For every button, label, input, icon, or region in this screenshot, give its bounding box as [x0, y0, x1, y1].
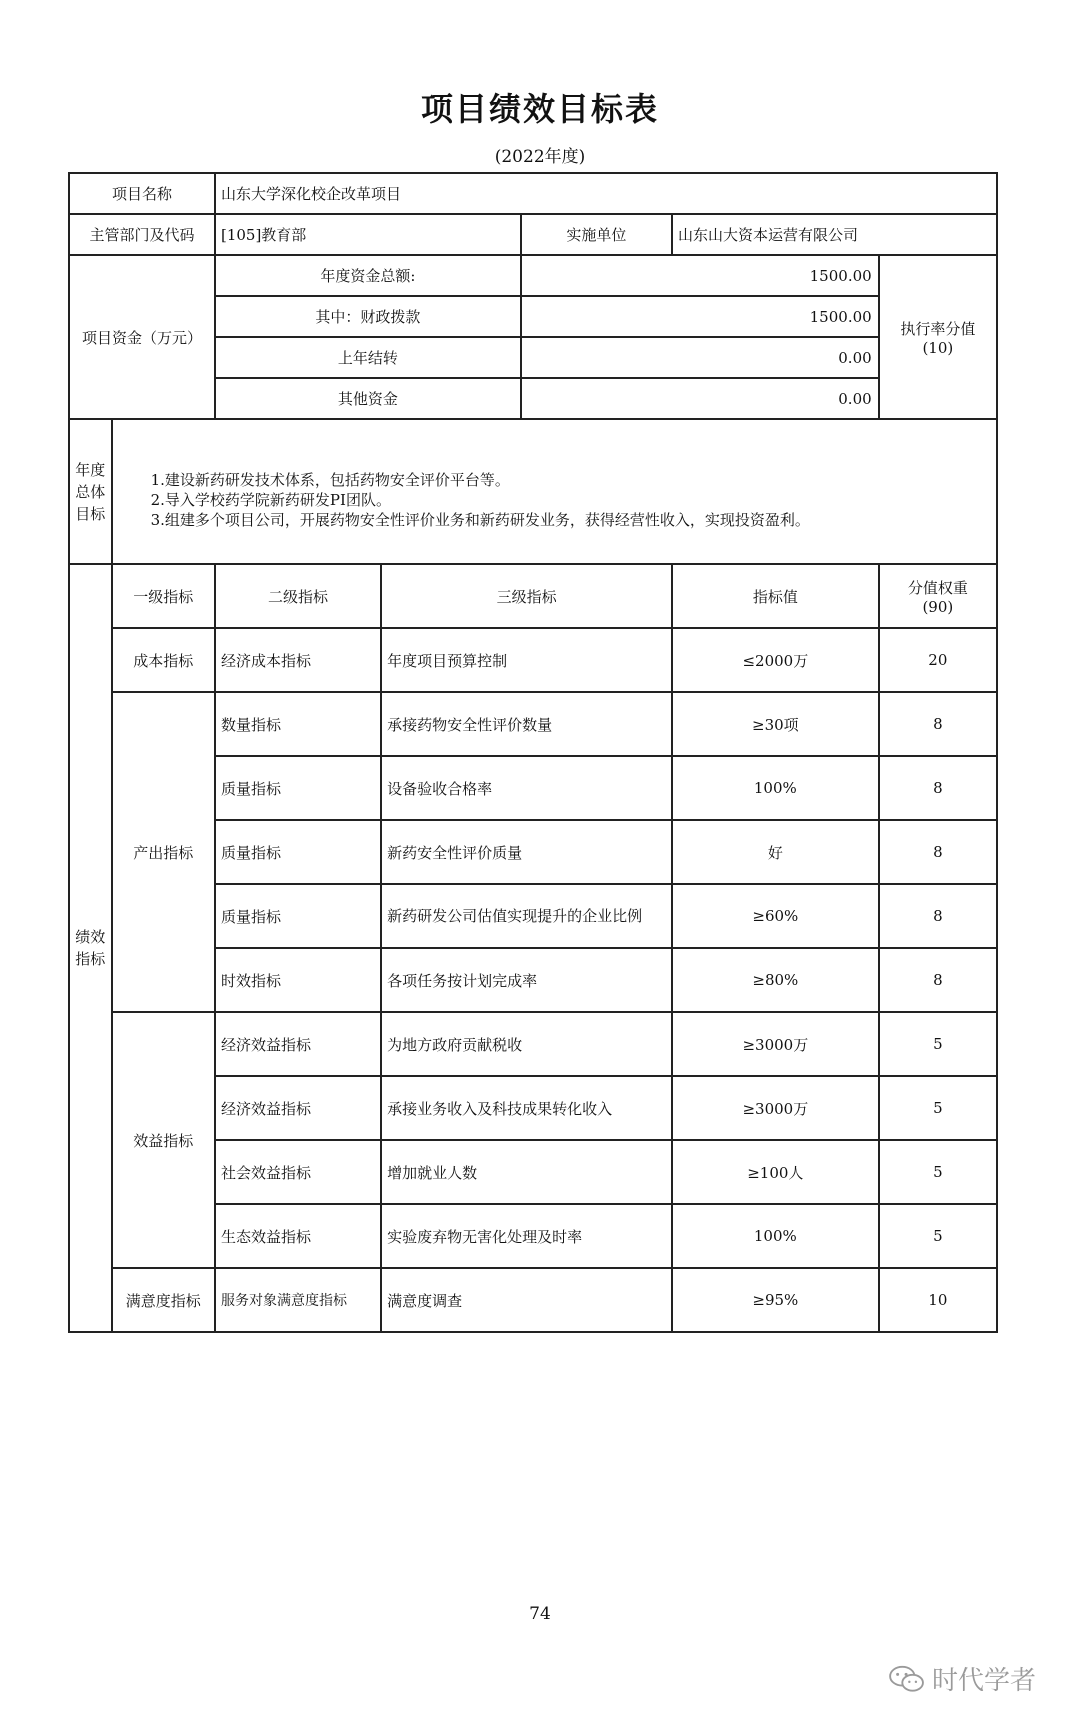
level3-cell: 增加就业人数 [381, 1140, 672, 1204]
impl-label: 实施单位 [521, 214, 672, 255]
row-department [69, 214, 997, 255]
page-title: 项目绩效目标表 [420, 90, 659, 128]
level2-cell: 经济效益指标 [215, 1076, 381, 1140]
goal-item: 1.建设新药研发技术体系，包括药物安全评价平台等。 [150, 470, 510, 489]
funds-carryover-value: 0.00 [521, 337, 879, 378]
level2-cell: 生态效益指标 [215, 1204, 381, 1268]
header-level3: 三级指标 [381, 564, 672, 628]
level2-cell: 经济效益指标 [215, 1012, 381, 1076]
weight-cell: 8 [879, 948, 997, 1012]
table-row [69, 628, 997, 692]
header-level1: 一级指标 [112, 564, 215, 628]
level3-cell: 新药安全性评价质量 [381, 820, 672, 884]
funds-fiscal-value: 1500.00 [521, 296, 879, 337]
level2-cell: 质量指标 [215, 820, 381, 884]
annual-goals-content [112, 419, 997, 564]
funds-total-value: 1500.00 [521, 255, 879, 296]
row-annual-goals [69, 419, 997, 564]
level3-cell: 为地方政府贡献税收 [381, 1012, 672, 1076]
table-row [69, 1012, 997, 1076]
level3-cell: 满意度调查 [381, 1268, 672, 1332]
level3-cell: 设备验收合格率 [381, 756, 672, 820]
value-cell: ≥80% [672, 948, 879, 1012]
value-cell: ≥95% [672, 1268, 879, 1332]
exec-rate-cell [879, 255, 997, 419]
level2-cell: 时效指标 [215, 948, 381, 1012]
exec-rate-label: 执行率分值 [900, 319, 976, 338]
goal-item: 2.导入学校药学院新药研发PI团队。 [150, 490, 391, 509]
header-value: 指标值 [672, 564, 879, 628]
weight-cell: 5 [879, 1204, 997, 1268]
year-subtitle: (2022年度) [494, 147, 586, 167]
weight-cell: 20 [879, 628, 997, 692]
value-cell: 好 [672, 820, 879, 884]
header-weight-line: (90) [922, 597, 954, 616]
watermark-text: 时代学者 [932, 1666, 1037, 1696]
level3-cell: 年度项目预算控制 [381, 628, 672, 692]
goals-label-line: 目标 [75, 504, 106, 523]
level3-cell: 承接药物安全性评价数量 [381, 692, 672, 756]
level2-cell: 质量指标 [215, 884, 381, 948]
level2-cell: 数量指标 [215, 692, 381, 756]
weight-cell: 8 [879, 820, 997, 884]
weight-cell: 5 [879, 1012, 997, 1076]
wechat-icon [888, 1664, 926, 1694]
level3-cell: 承接业务收入及科技成果转化收入 [381, 1076, 672, 1140]
dept-value: [105]教育部 [215, 214, 521, 255]
perf-label-line: 指标 [75, 950, 106, 968]
goal-item: 3.组建多个项目公司，开展药物安全性评价业务和新药研发业务，获得经营性收入，实现投资盈利。 [150, 510, 810, 529]
header-weight [879, 564, 997, 628]
row-project-name [69, 173, 997, 214]
value-cell: ≤2000万 [672, 628, 879, 692]
header-weight-line: 分值权重 [907, 578, 968, 597]
group-cost: 成本指标 [112, 628, 215, 692]
perf-label-line: 绩效 [75, 928, 106, 946]
level2-cell: 质量指标 [215, 756, 381, 820]
dept-label: 主管部门及代码 [69, 214, 215, 255]
value-cell: ≥3000万 [672, 1012, 879, 1076]
value-cell: 100% [672, 756, 879, 820]
table-row [69, 692, 997, 756]
perf-indicators-label [69, 564, 112, 1332]
annual-goals-label [69, 419, 112, 564]
value-cell: ≥100人 [672, 1140, 879, 1204]
goals-label-line: 年度 [75, 460, 106, 479]
weight-cell: 8 [879, 756, 997, 820]
level2-cell: 服务对象满意度指标 [215, 1268, 381, 1332]
value-cell: 100% [672, 1204, 879, 1268]
watermark [888, 1660, 1036, 1697]
funds-carryover-label: 上年结转 [215, 337, 521, 378]
weight-cell: 5 [879, 1076, 997, 1140]
level2-cell: 经济成本指标 [215, 628, 381, 692]
value-cell: ≥60% [672, 884, 879, 948]
funds-other-label: 其他资金 [215, 378, 521, 419]
funds-label: 项目资金（万元） [69, 255, 215, 419]
row-funds-total [69, 255, 997, 296]
group-output: 产出指标 [112, 692, 215, 1012]
project-name-label: 项目名称 [69, 173, 215, 214]
exec-rate-value: (10) [922, 338, 954, 357]
funds-other-value: 0.00 [521, 378, 879, 419]
performance-table-wrapper [68, 172, 998, 1333]
level3-cell: 各项任务按计划完成率 [381, 948, 672, 1012]
project-name-value: 山东大学深化校企改革项目 [215, 173, 997, 214]
table-row [69, 1268, 997, 1332]
weight-cell: 8 [879, 692, 997, 756]
level3-cell: 实验废弃物无害化处理及时率 [381, 1204, 672, 1268]
weight-cell: 10 [879, 1268, 997, 1332]
weight-cell: 8 [879, 884, 997, 948]
row-perf-header [69, 564, 997, 628]
page-number: 74 [529, 1604, 551, 1624]
header-level2: 二级指标 [215, 564, 381, 628]
funds-fiscal-label: 其中：财政拨款 [215, 296, 521, 337]
performance-table [68, 172, 998, 1333]
funds-total-label: 年度资金总额: [215, 255, 521, 296]
group-benefit: 效益指标 [112, 1012, 215, 1268]
goals-label-line: 总体 [75, 482, 106, 501]
value-cell: ≥30项 [672, 692, 879, 756]
level2-cell: 社会效益指标 [215, 1140, 381, 1204]
weight-cell: 5 [879, 1140, 997, 1204]
impl-value: 山东山大资本运营有限公司 [672, 214, 997, 255]
value-cell: ≥3000万 [672, 1076, 879, 1140]
group-satisfaction: 满意度指标 [112, 1268, 215, 1332]
level3-cell: 新药研发公司估值实现提升的企业比例 [381, 884, 672, 948]
